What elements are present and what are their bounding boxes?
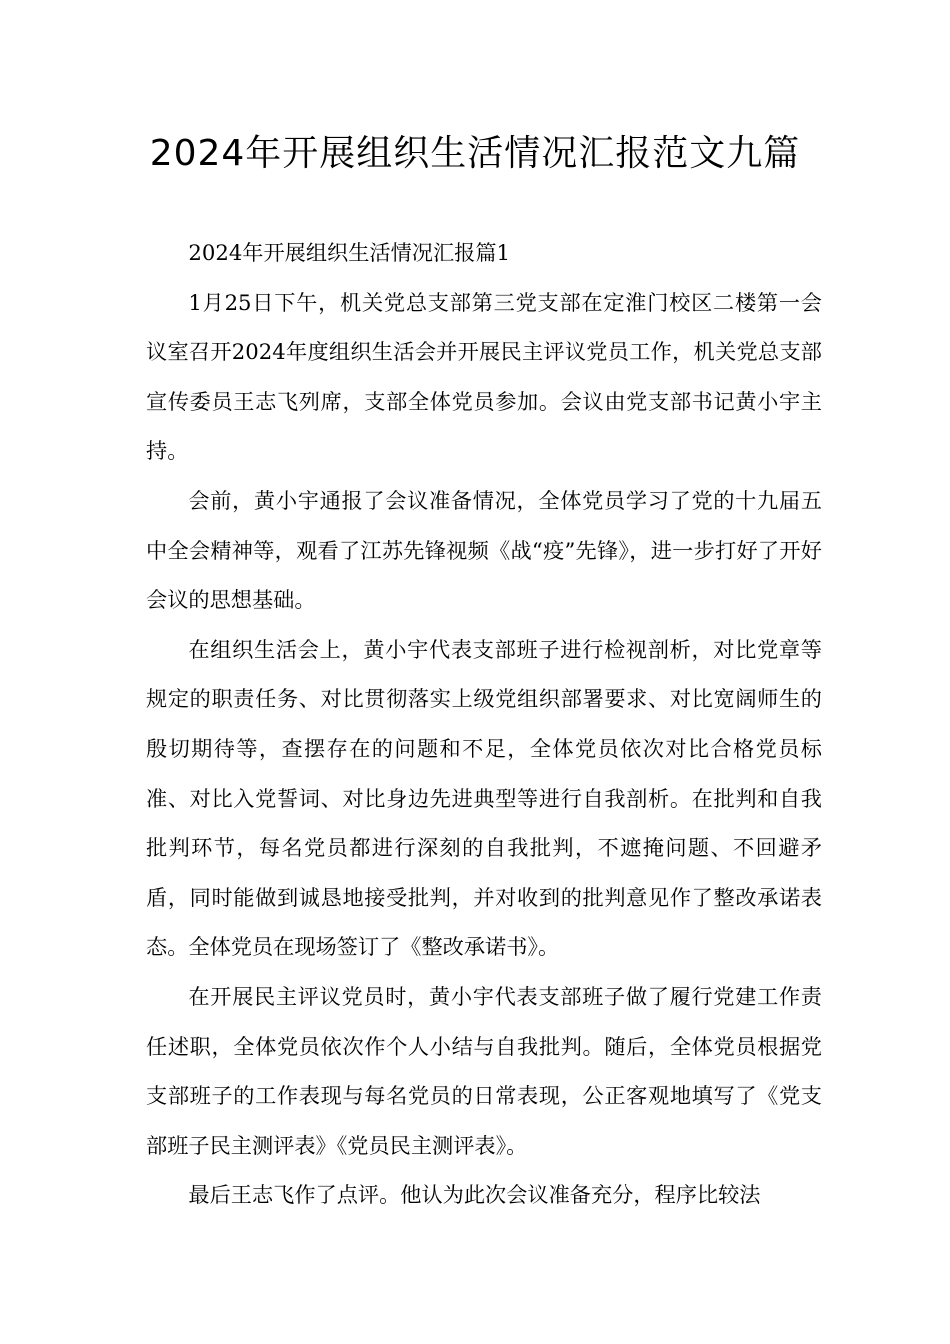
- paragraph-preparation: 会前，黄小宇通报了会议准备情况，全体党员学习了党的十九届五中全会精神等，观看了江苏先锋视频《战“疫”先锋》，进一步打好了开好会议的思想基础。: [146, 487, 822, 613]
- document-body: [146, 228, 822, 1220]
- section-heading: 2024年开展组织生活情况汇报篇1: [188, 240, 511, 265]
- document-title: 2024年开展组织生活情况汇报范文九篇: [149, 133, 801, 174]
- paragraph-democratic-evaluation: 在开展民主评议党员时，黄小宇代表支部班子做了履行党建工作责任述职，全体党员依次作个人小结与自我批判。随后，全体党员根据党支部班子的工作表现与每名党员的日常表现，公正客观地填写了《党支部班子民主测评表》《党员民主测评表》。: [146, 983, 822, 1158]
- paragraph-closing-remarks: 最后王志飞作了点评。他认为此次会议准备充分，程序比较法: [188, 1182, 761, 1208]
- paragraph-meeting-overview: 1月25日下午，机关党总支部第三党支部在定淮门校区二楼第一会议室召开2024年度组织生活会并开展民主评议党员工作，机关党总支部宣传委员王志飞列席，支部全体党员参加。会议由党支部书记黄小宇主持。: [146, 289, 822, 464]
- paragraph-self-review: 在组织生活会上，黄小宇代表支部班子进行检视剖析，对比党章等规定的职责任务、对比贯彻落实上级党组织部署要求、对比宽阔师生的殷切期待等，查摆存在的问题和不足，全体党员依次对比合格党员标准、对比入党誓词、对比身边先进典型等进行自我剖析。在批判和自我批判环节，每名党员都进行深刻的自我批判，不遮掩问题、不回避矛盾，同时能做到诚恳地接受批判，并对收到的批判意见作了整改承诺表态。全体党员在现场签订了《整改承诺书》。: [146, 636, 822, 960]
